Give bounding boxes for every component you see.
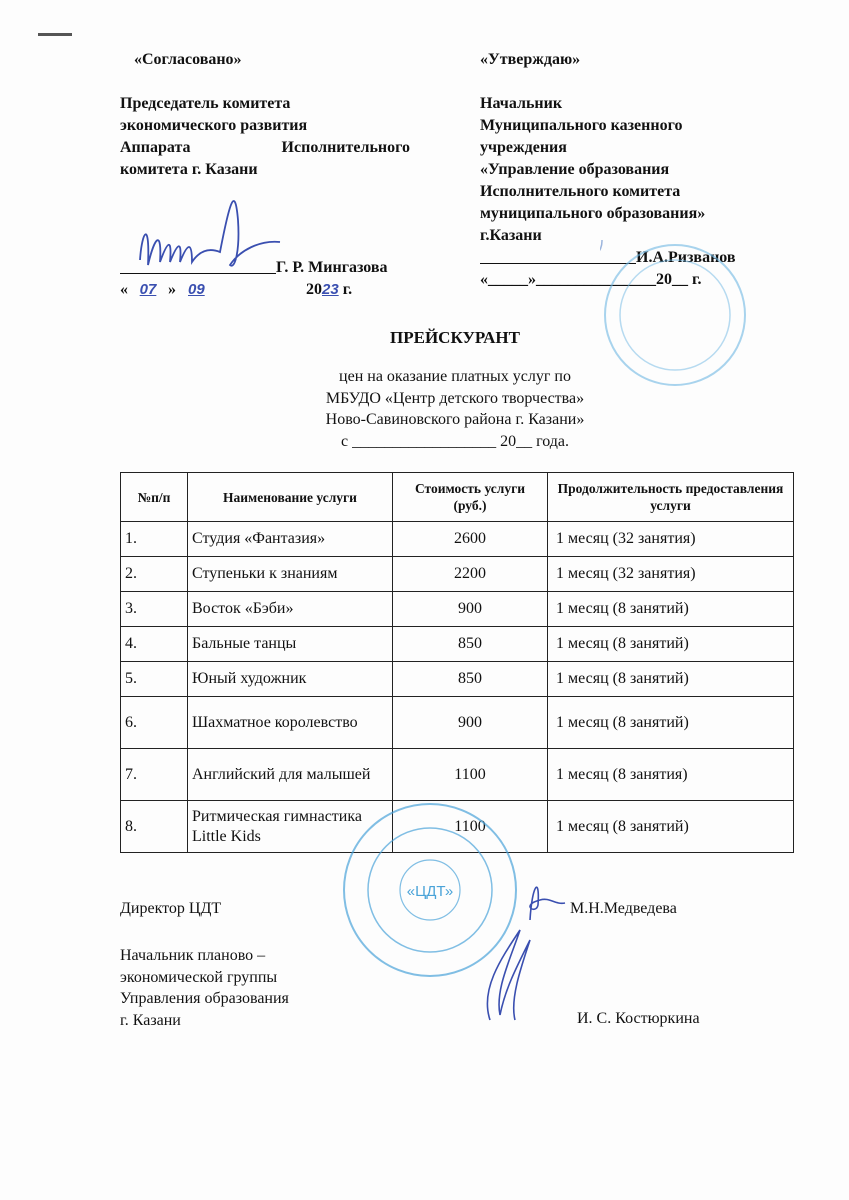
date-quote-open: «	[120, 281, 128, 298]
row-service-name: Восток «Бэби»	[188, 592, 393, 627]
subtitle-line: МБУДО «Центр детского творчества»	[325, 389, 585, 407]
row-service-name: Студия «Фантазия»	[188, 522, 393, 557]
row-service-name: Юный художник	[188, 662, 393, 697]
date-month-handwritten: 09	[188, 281, 205, 298]
table-row	[121, 557, 794, 592]
row-price: 850	[393, 662, 548, 697]
approval-left-line: Исполнительного	[281, 139, 410, 156]
price-table	[120, 472, 794, 853]
subtitle-line: Ново-Савиновского района г. Казани»	[325, 411, 585, 428]
approval-right-heading: «Утверждаю»	[480, 51, 581, 68]
table-row	[121, 592, 794, 627]
row-price: 900	[393, 592, 548, 627]
row-duration: 1 месяц (32 занятия)	[548, 522, 794, 557]
stamp-center-text: «ЦДТ»	[406, 883, 454, 900]
row-number: 6.	[121, 697, 188, 749]
row-number: 3.	[121, 592, 188, 627]
header-service-name: Наименование услуги	[188, 473, 393, 522]
approval-left-line: экономического развития	[120, 117, 308, 134]
row-duration: 1 месяц (8 занятий)	[548, 592, 794, 627]
row-duration: 1 месяц (8 занятий)	[548, 662, 794, 697]
approval-right-line: Исполнительного комитета	[480, 183, 681, 200]
row-duration: 1 месяц (8 занятий)	[548, 801, 794, 853]
signature-mingazova	[130, 190, 290, 280]
row-number: 7.	[121, 749, 188, 801]
row-service-name: Шахматное королевство	[188, 697, 393, 749]
row-service-name: Бальные танцы	[188, 627, 393, 662]
approval-left-signatory: Г. Р. Мингазова	[276, 259, 388, 276]
footer-planning-line: Начальник планово –	[120, 947, 266, 964]
scan-mark	[38, 33, 72, 36]
approval-left-heading: «Согласовано»	[134, 51, 242, 68]
footer-planning-name: И. С. Костюркина	[577, 1010, 700, 1027]
row-price: 1100	[393, 749, 548, 801]
footer-planning-line: экономической группы	[120, 968, 278, 986]
approval-left-justified-line	[120, 137, 410, 159]
row-price: 2600	[393, 522, 548, 557]
row-price: 900	[393, 697, 548, 749]
row-number: 2.	[121, 557, 188, 592]
table-row	[121, 749, 794, 801]
row-duration: 1 месяц (8 занятий)	[548, 697, 794, 749]
row-number: 1.	[121, 522, 188, 557]
date-suffix: г.	[342, 281, 353, 298]
approval-right-line: «Управление образования	[480, 161, 670, 178]
signature-kostyurkina	[460, 920, 540, 1030]
date-year-prefix: 20	[306, 281, 322, 298]
footer-planning-block	[120, 945, 289, 1031]
row-number: 4.	[121, 627, 188, 662]
table-header-row	[121, 473, 794, 522]
header-duration: Продолжительность предоставления услуги	[548, 473, 794, 522]
footer-planning-line: Управления образования	[120, 990, 289, 1007]
table-row	[121, 627, 794, 662]
approval-left-line: Председатель комитета	[120, 95, 291, 112]
date-year-handwritten: 23	[322, 281, 339, 298]
approval-right-date: «_____»_______________20__ г.	[480, 271, 702, 288]
row-price: 2200	[393, 557, 548, 592]
row-duration: 1 месяц (32 занятия)	[548, 557, 794, 592]
row-service-name: Ступеньки к знаниям	[188, 557, 393, 592]
row-service-name: Английский для малышей	[188, 749, 393, 801]
approval-right-line: учреждения	[480, 139, 567, 156]
row-duration: 1 месяц (8 занятия)	[548, 749, 794, 801]
document-subtitle	[0, 366, 849, 452]
footer-planning-line: г. Казани	[120, 1011, 181, 1029]
approval-left	[120, 49, 420, 181]
row-duration: 1 месяц (8 занятий)	[548, 627, 794, 662]
row-number: 5.	[121, 662, 188, 697]
row-number: 8.	[121, 801, 188, 853]
approval-right-signatory: И.А.Ризванов	[636, 249, 736, 266]
table-row	[121, 697, 794, 749]
approval-right-line: муниципального образования»	[480, 205, 706, 222]
subtitle-line: цен на оказание платных услуг по	[339, 368, 571, 385]
row-price: 1100	[393, 801, 548, 853]
document-title: ПРЕЙСКУРАНТ	[390, 328, 520, 347]
row-service-name: Ритмическая гимнастика Little Kids	[188, 801, 393, 853]
approval-left-line: комитета г. Казани	[120, 161, 258, 178]
table-row	[121, 662, 794, 697]
approval-right-line: Начальник	[480, 95, 563, 112]
header-price: Стоимость услуги (руб.)	[393, 473, 548, 522]
approval-right-line: г.Казани	[480, 227, 542, 244]
approval-right-line: Муниципального казенного	[480, 117, 683, 134]
date-quote-close: »	[168, 281, 176, 298]
subtitle-line: с __________________ 20__ года.	[340, 432, 570, 450]
table-row	[121, 522, 794, 557]
signature-medvedeva	[510, 875, 570, 925]
header-number: №п/п	[121, 473, 188, 522]
approval-left-line: Аппарата	[120, 139, 191, 156]
footer-director-name: М.Н.Медведева	[570, 900, 677, 917]
approval-left-date	[120, 279, 352, 301]
footer-director-label: Директор ЦДТ	[120, 900, 222, 917]
row-price: 850	[393, 627, 548, 662]
date-day-handwritten: 07	[139, 281, 157, 298]
